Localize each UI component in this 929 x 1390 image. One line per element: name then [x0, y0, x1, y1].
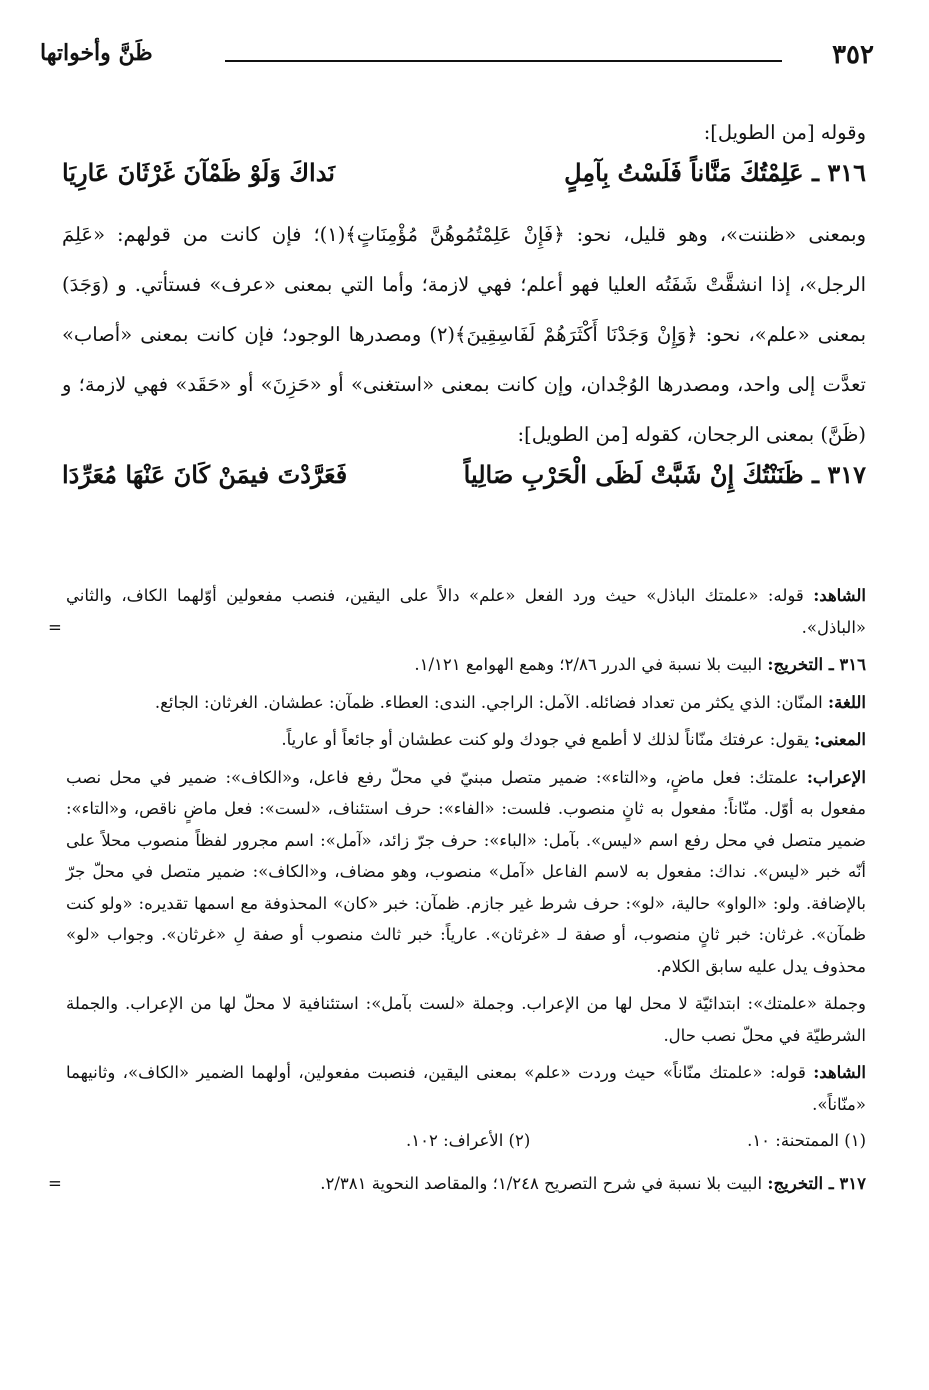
footnotes	[48, 580, 866, 1206]
footnote-2: (٢) الأعراف: ١٠٢.	[406, 1131, 531, 1150]
verse-317-first-half	[464, 460, 866, 489]
note-text: علمتك: فعل ماضٍ، و«التاء»: ضمير متصل مبنيّ في محلّ رفع فاعل، و«الكاف»: ضمير في محل نصب مفعول به أوّل. منّاناً: مفعول به ثانٍ منصوب. فلست: «الفاء»: حرف استئناف، «لست»: فعل ماضٍ ناقص، و«التاء»: ضمير متصل في محل رفع اسم «ليس». بآمل: «الباء»: حرف جرّ زائد، «آمل»: اسم مجرور لفظاً منصوب محلاً على أنّه خبر «ليس». نداك: مفعول به لاسم الفاعل «آمل» منصوب، وهو مضاف، و«الكاف»: ضمير متصل في محلّ جرّ بالإضافة. ولو: «الواو» حالية، «لو»: حرف شرط غير جازم. ظمآن: خبر «كان» المحذوفة مع اسمها تقديره: «ولو كنت ظمآن». غرثان: خبر ثانٍ منصوب، أو صفة لـ «غرثان». عارياً: خبر ثالث منصوب أو صفة لِ «غرثان». وجواب «لو» محذوف يدل عليه سابق الكلام.	[66, 767, 866, 976]
note-label: المعنى:	[814, 730, 866, 749]
hemistich: ظَنَنْتُكَ إِنْ شَبَّتْ لَظَى الْحَرْبِ صَالِياً	[463, 460, 804, 489]
note-text: المنّان: الذي يكثر من تعداد فضائله. الآمل: الراجي. الندى: العطاء. ظمآن: عطشان. الغرثان: الجائع.	[154, 692, 823, 712]
note-label: اللغة:	[828, 692, 866, 712]
running-title: ظَنَّ وأخواتها	[40, 40, 153, 66]
verse-number: ٣١٦ ـ	[811, 158, 866, 187]
footnote-refs	[66, 1126, 866, 1156]
note-label: ٣١٧ ـ التخريج:	[767, 1174, 866, 1193]
header-rule	[225, 60, 782, 62]
note-label: الإعراب:	[806, 767, 866, 787]
continuation-mark: =	[48, 617, 62, 637]
note-shahid-1	[48, 580, 866, 643]
note-lugha	[66, 687, 866, 719]
hemistich: عَلِمْتُكَ مَنَّاناً فَلَسْتُ بِآمِلٍ	[564, 158, 804, 187]
note-irab	[66, 762, 866, 983]
note-label: الشاهد:	[813, 586, 866, 605]
note-text: البيت بلا نسبة في الدرر ٢/٨٦؛ وهمع الهوامع ١/١٢١.	[414, 655, 763, 674]
verse-317	[62, 460, 866, 512]
page-header	[40, 40, 874, 80]
page-number: ٣٥٢	[832, 40, 874, 70]
intro-line: وقوله [من الطويل]:	[703, 121, 866, 144]
note-takhrij-317	[48, 1168, 866, 1200]
note-label: الشاهد:	[813, 1063, 866, 1082]
note-text: يقول: عرفتك منّاناً لذلك لا أطمع في جودك ولو كنت عطشان أو جائعاً أو عارياً.	[281, 730, 809, 749]
end-mark: =	[48, 1174, 62, 1193]
verse-317-second-half: فَعَرَّدْتَ فيمَنْ كَانَ عَنْهَا مُعَرِّدَا	[62, 460, 348, 489]
verse-316-first-half	[564, 158, 866, 187]
note-takhrij-316	[66, 649, 866, 681]
note-shahid-2	[66, 1057, 866, 1120]
note-text: قوله: «علمتك منّاناً» حيث وردت «علم» بمعنى اليقين، فنصبت مفعولين، أولهما الضمير «الكاف»، وثانيهما «منّاناً».	[66, 1063, 866, 1114]
footnote-1: (١) الممتحنة: ١٠.	[747, 1131, 866, 1150]
note-text: البيت بلا نسبة في شرح التصريح ١/٢٤٨؛ والمقاصد النحوية ٢/٣٨١.	[320, 1174, 763, 1193]
verse-number: ٣١٧ ـ	[811, 460, 866, 489]
verse-316-second-half: نَداكَ وَلَوْ ظَمْآنَ غَرْثَانَ عَارِيَا	[62, 158, 335, 187]
note-label: ٣١٦ ـ التخريج:	[767, 655, 866, 674]
note-maana	[66, 724, 866, 756]
body-paragraph: وبمعنى «ظننت»، وهو قليل، نحو: ﴿فَإِنْ عَلِمْتُمُوهُنَّ مُؤْمِنَاتٍ﴾(١)؛ فإن كانت من قولهم: «عَلِمَ الرجل»، إذا انشقَّتْ شَفَتُه العليا فهو أعلم؛ فهي لازمة؛ وأما التي بمعنى «عرف» فستأتي. و (وَجَدَ) بمعنى «علم»، نحو: ﴿وَإِنْ وَجَدْنَا أَكْثَرَهُمْ لَفَاسِقِينَ﴾(٢) ومصدرها الوجود؛ فإن كانت بمعنى «أصاب» تعدَّت إلى واحد، ومصدرها الوُجْدان، وإن كانت بمعنى «استغنى» أو «حَزِنَ» أو «حَقَد» فهي لازمة؛ و (ظَنَّ) بمعنى الرجحان، كقوله [من الطويل]:	[62, 223, 866, 446]
note-jumal: وجملة «علمتك»: ابتدائيّة لا محل لها من الإعراب. وجملة «لست بآمل»: استئنافية لا محلّ لها من الإعراب. والجملة الشرطيّة في محلّ نصب حال.	[66, 994, 866, 1045]
note-text: قوله: «علمتك الباذل» حيث ورد الفعل «علم» دالاً على اليقين، فنصب مفعولين أوّلهما الكاف، والثاني «الباذل».	[66, 586, 866, 637]
verse-316	[62, 158, 866, 210]
main-text	[62, 108, 866, 512]
